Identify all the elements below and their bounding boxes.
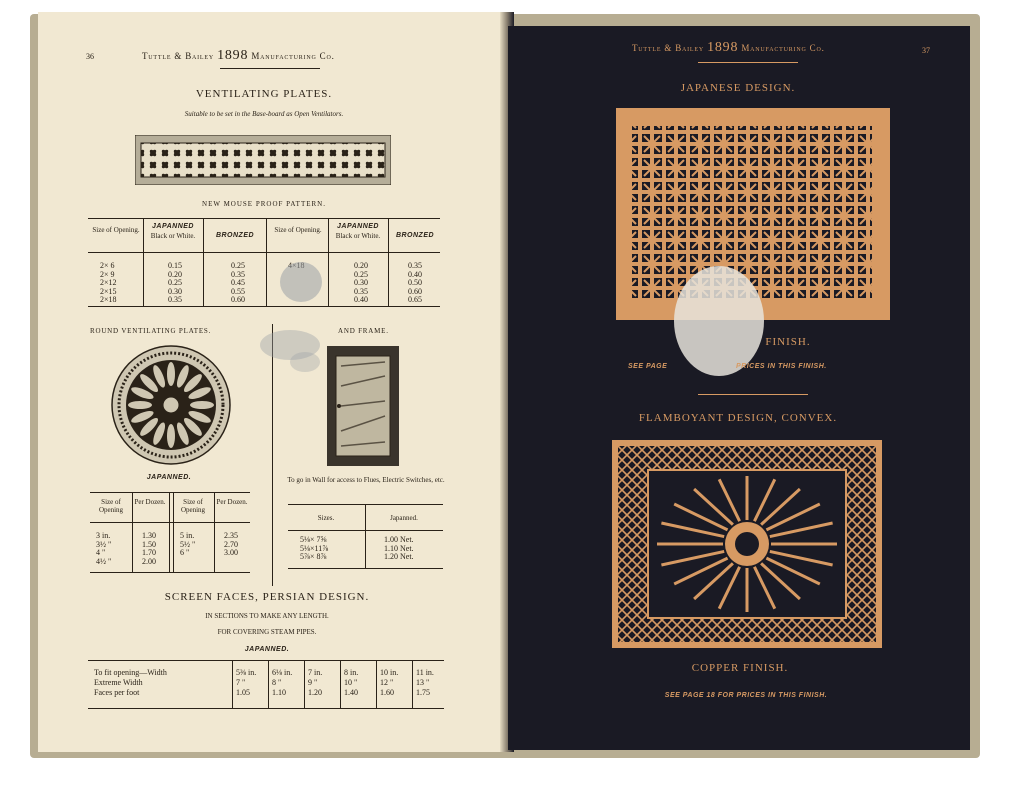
screen-col xyxy=(416,668,434,698)
t1-left-bronzed xyxy=(231,262,245,305)
cell: 11 in. xyxy=(416,668,434,677)
door-frame-image xyxy=(327,346,399,466)
page-number-left: 36 xyxy=(86,52,94,61)
door-caption: To go in Wall for access to Flues, Electric Switches, etc. xyxy=(287,476,445,484)
round-left-prices xyxy=(142,532,156,566)
cell: 2× 9 xyxy=(100,269,115,279)
cell: 3 in. xyxy=(96,531,111,540)
cell: 0.45 xyxy=(231,278,245,288)
cell: 1.30 xyxy=(142,531,156,540)
cell: 0.25 xyxy=(354,269,368,279)
mouse-proof-plate-image xyxy=(135,135,391,185)
cell: 5⅜ in. xyxy=(236,668,257,677)
left-page: 36 Tuttle & Bailey 1898 Manufacturing Co. VENTILATING PLATES. Suitable to be set in the Base-board as Open Ventilators. NEW MOUSE PROOF PATTERN. Size of Opening. JAPANNED Black or White. BRONZED Size of Opening. JAPANNED Black or White. BRONZED 2× 6 2× 9 2×12 2×15 2×18 0.15 0.20 0.25 0.30 0.35 0.25 0.35 0.45 0.55 0.60 0.20 0.25 0.30 0.35 0.40 0.35 0.40 0.50 0.60 0.65 ROUND VENTILATING PLATES. AND FRAME. JAPANNED. To go in Wall for access to Flues, Electric Switches, etc. Size of Opening Per Dozen. Size of Opening Per Dozen. 3 in. 3½ " 4 " 4½ " 1.30 1.50 1.70 2.00 5 in. 5½ " 6 " 2.35 2.70 3.00 Sizes. Japanned. 5⅛× 7⅝ 5⅛×11⅞ 5⅞× 8⅞ 1.00 Net. 1.10 Net. 1.20 Net. SCREEN FACES, PERSIAN DESIGN. IN SECTIONS TO MAKE ANY LENGTH. FOR COVERING STEAM PIPES. JAPANNED. To fit opening—Width Extreme Width Faces per foot 5⅜ in. 7 " 1.05 6⅛ in. 8 " 1.10 7 in. 9 " 1.20 8 in. 10 " 1.40 10 in. 12 " 1.60 11 in. 13 " 1.75 xyxy=(38,12,508,752)
cell: 3½ " xyxy=(96,539,112,549)
t1-right-bronzed xyxy=(408,262,422,305)
t1-left-jap xyxy=(168,262,182,305)
screen-sub1: IN SECTIONS TO MAKE ANY LENGTH. xyxy=(205,612,329,620)
cell: 4 " xyxy=(96,548,106,558)
cell: 1.20 xyxy=(308,688,322,697)
door-prices xyxy=(384,536,414,562)
cell: 0.20 xyxy=(168,269,182,279)
cell: 1.20 Net. xyxy=(384,552,414,562)
flamboyant-title: FLAMBOYANT DESIGN, CONVEX. xyxy=(638,412,838,424)
copper-finish-label: COPPER FINISH. xyxy=(691,662,789,674)
t1-right-jap xyxy=(354,262,368,305)
round-left-sizes xyxy=(96,532,111,566)
cell: 0.65 xyxy=(408,295,422,305)
cell: 1.05 xyxy=(236,688,250,697)
cell: 5⅛× 7⅝ xyxy=(300,535,327,544)
see-page-1a: SEE PAGE xyxy=(628,363,668,370)
cell: 1.75 xyxy=(416,688,430,697)
cell: 0.30 xyxy=(354,278,368,288)
cell: 5⅛×11⅞ xyxy=(300,543,329,553)
screen-col xyxy=(344,668,358,698)
cell: 0.50 xyxy=(408,278,422,288)
cell: Faces per foot xyxy=(94,688,140,697)
cell: 0.35 xyxy=(354,286,368,296)
cell: 5 in. xyxy=(180,531,195,540)
cell: 8 " xyxy=(272,678,282,687)
cell: 10 " xyxy=(344,678,358,687)
cell: 0.55 xyxy=(231,286,245,296)
cell: 0.35 xyxy=(168,295,182,305)
right-page xyxy=(508,26,970,750)
cell: 9 " xyxy=(308,678,318,687)
see-page-1b: PRICES IN THIS FINISH. xyxy=(736,363,827,370)
cell: 1.70 xyxy=(142,548,156,558)
cell: 5½ " xyxy=(180,539,196,549)
cell: 0.40 xyxy=(354,295,368,305)
cell: 0.25 xyxy=(168,278,182,288)
t1-left-sizes xyxy=(100,262,117,305)
cell: 2.35 xyxy=(224,531,238,540)
cell: 1.10 xyxy=(272,688,286,697)
cell: 1.40 xyxy=(344,688,358,697)
cell: 0.60 xyxy=(408,286,422,296)
page-number-right: 37 xyxy=(922,46,930,55)
cell: 2×15 xyxy=(100,286,117,296)
screen-caption: JAPANNED. xyxy=(244,646,290,653)
round-plate-image xyxy=(110,344,232,466)
screen-col xyxy=(380,668,398,698)
cell: 1.10 Net. xyxy=(384,543,414,553)
cell: 5⅞× 8⅞ xyxy=(300,552,327,562)
cell: 7 " xyxy=(236,678,246,687)
cell: 0.20 xyxy=(354,261,368,270)
cell: 12 " xyxy=(380,678,394,687)
cell: 7 in. xyxy=(308,668,323,677)
round-caption: JAPANNED. xyxy=(146,474,192,481)
cell: 0.40 xyxy=(408,269,422,279)
running-header-right: Tuttle & Bailey 1898 Manufacturing Co. xyxy=(632,40,825,55)
japanese-design-title: JAPANESE DESIGN. xyxy=(680,82,796,94)
cell: 1.00 Net. xyxy=(384,535,414,544)
cell: 2.00 xyxy=(142,556,156,566)
pattern-caption: NEW MOUSE PROOF PATTERN. xyxy=(202,200,326,208)
cell: 0.35 xyxy=(408,261,422,270)
cell: 0.35 xyxy=(231,269,245,279)
round-title: ROUND VENTILATING PLATES. xyxy=(90,327,212,335)
cell: 1.50 xyxy=(142,539,156,549)
cell: To fit opening—Width xyxy=(94,668,167,677)
cell: 0.15 xyxy=(168,261,182,270)
cell: 1.60 xyxy=(380,688,394,697)
cell: 6 " xyxy=(180,548,190,558)
screen-col xyxy=(236,668,256,698)
screen-col xyxy=(272,668,292,698)
screen-row-labels xyxy=(94,668,167,698)
finish-label-1: FINISH. xyxy=(765,336,811,348)
screen-sub2: FOR COVERING STEAM PIPES. xyxy=(217,628,317,636)
cell: 4½ " xyxy=(96,556,112,566)
cell: Extreme Width xyxy=(94,678,143,687)
cell: 3.00 xyxy=(224,548,238,558)
cell: 8 in. xyxy=(344,668,359,677)
cell: 2×12 xyxy=(100,278,117,288)
cell: 2× 6 xyxy=(100,261,115,270)
cell: 0.30 xyxy=(168,286,182,296)
flamboyant-grille-image xyxy=(612,440,882,648)
screen-title: SCREEN FACES, PERSIAN DESIGN. xyxy=(164,591,370,603)
subtitle: Suitable to be set in the Base-board as Open Ventilators. xyxy=(184,110,344,118)
cell: 2×18 xyxy=(100,295,117,305)
title-ventilating-plates: VENTILATING PLATES. xyxy=(195,88,333,100)
cell: 10 in. xyxy=(380,668,399,677)
cell: 13 " xyxy=(416,678,430,687)
cell: 2.70 xyxy=(224,539,238,549)
cell: 6⅛ in. xyxy=(272,668,293,677)
door-sizes xyxy=(300,536,328,562)
round-right-sizes xyxy=(180,532,195,558)
cell: 0.60 xyxy=(231,295,245,305)
cell: 0.25 xyxy=(231,261,245,270)
door-title: AND FRAME. xyxy=(338,327,389,335)
screen-col xyxy=(308,668,322,698)
running-header-left: Tuttle & Bailey 1898 Manufacturing Co. xyxy=(142,48,335,63)
see-page-2: SEE PAGE 18 FOR PRICES IN THIS FINISH. xyxy=(664,692,828,699)
round-right-prices xyxy=(224,532,238,558)
